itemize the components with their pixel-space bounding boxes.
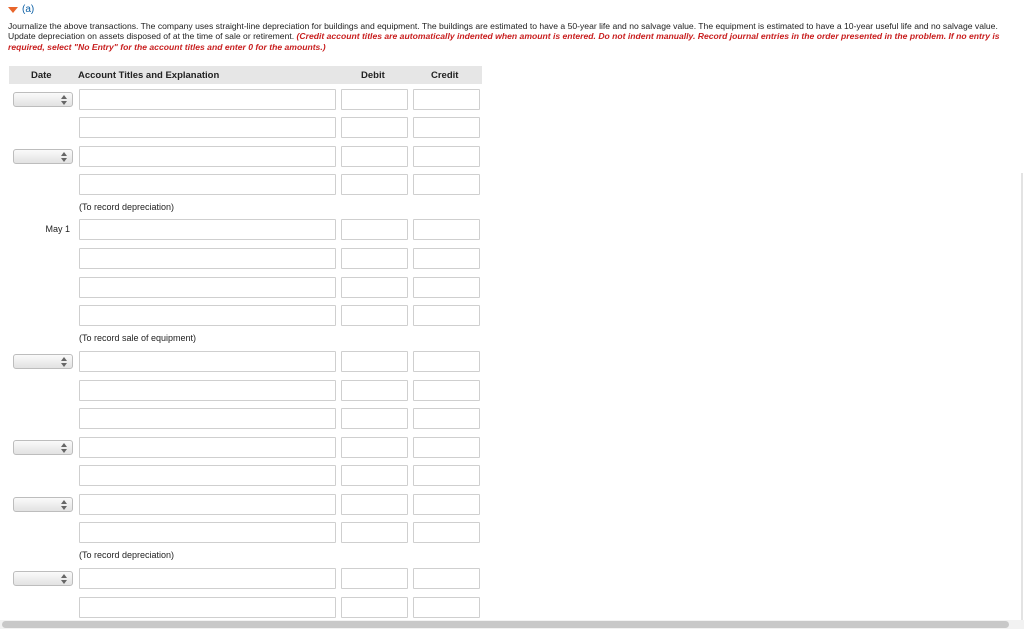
credit-input[interactable] [413, 117, 480, 138]
select-arrows-icon [61, 500, 67, 510]
select-arrows-icon [61, 152, 67, 162]
header-date: Date [31, 70, 52, 81]
select-arrows-icon [61, 357, 67, 367]
journal-row [0, 174, 490, 196]
credit-input[interactable] [413, 437, 480, 458]
debit-input[interactable] [341, 597, 408, 618]
account-title-input[interactable] [79, 219, 336, 240]
credit-input[interactable] [413, 568, 480, 589]
table-header [9, 66, 482, 84]
account-title-input[interactable] [79, 117, 336, 138]
journal-row [0, 146, 490, 168]
section-header[interactable] [8, 4, 34, 15]
journal-row [0, 219, 490, 241]
journal-row [0, 494, 490, 516]
debit-input[interactable] [341, 117, 408, 138]
account-title-input[interactable] [79, 437, 336, 458]
debit-input[interactable] [341, 89, 408, 110]
debit-input[interactable] [341, 437, 408, 458]
credit-input[interactable] [413, 248, 480, 269]
caret-down-icon[interactable] [8, 7, 18, 13]
credit-input[interactable] [413, 494, 480, 515]
debit-input[interactable] [341, 174, 408, 195]
account-title-input[interactable] [79, 89, 336, 110]
account-title-input[interactable] [79, 380, 336, 401]
debit-input[interactable] [341, 568, 408, 589]
account-title-input[interactable] [79, 305, 336, 326]
instructions-text: Journalize the above transactions. The company uses straight-line depreciation for buildings and equipment. The buildings are estimated to have a 50-year life and no salvage value. The equipment is estimated to have a 10-year useful life and no salvage value. Update depreciation on assets disposed of at the time of sale or retirement. [8, 21, 998, 42]
credit-input[interactable] [413, 465, 480, 486]
debit-input[interactable] [341, 351, 408, 372]
scrollbar-thumb[interactable] [2, 621, 1009, 628]
select-arrows-icon [61, 95, 67, 105]
instructions [8, 21, 1013, 52]
debit-input[interactable] [341, 219, 408, 240]
debit-input[interactable] [341, 248, 408, 269]
credit-input[interactable] [413, 408, 480, 429]
header-debit: Debit [361, 70, 385, 81]
credit-input[interactable] [413, 522, 480, 543]
journal-row [0, 568, 490, 590]
credit-input[interactable] [413, 174, 480, 195]
select-arrows-icon [61, 574, 67, 584]
date-select[interactable] [13, 149, 73, 164]
account-title-input[interactable] [79, 174, 336, 195]
debit-input[interactable] [341, 277, 408, 298]
entry-explanation: (To record sale of equipment) [79, 333, 197, 343]
date-select[interactable] [13, 497, 73, 512]
credit-input[interactable] [413, 146, 480, 167]
journal-row [0, 380, 490, 402]
credit-input[interactable] [413, 89, 480, 110]
journal-row [0, 408, 490, 430]
account-title-input[interactable] [79, 522, 336, 543]
page-border [1021, 173, 1023, 622]
account-title-input[interactable] [79, 568, 336, 589]
header-credit: Credit [431, 70, 459, 81]
instructions-emphasis: (Credit account titles are automatically indented when amount is entered. Do not indent manually. Record journal entries in the order presented in the problem. If no entry is required, select "No Entry" for the account titles and enter 0 for the amounts.) [8, 31, 1000, 52]
account-title-input[interactable] [79, 248, 336, 269]
credit-input[interactable] [413, 351, 480, 372]
entry-explanation: (To record depreciation) [79, 550, 175, 560]
date-select[interactable] [13, 571, 73, 586]
journal-row [0, 305, 490, 327]
date-select[interactable] [13, 92, 73, 107]
entry-explanation: (To record depreciation) [79, 202, 175, 212]
journal-row [0, 351, 490, 373]
journal-row [0, 248, 490, 270]
date-label: May 1 [45, 224, 70, 234]
debit-input[interactable] [341, 465, 408, 486]
debit-input[interactable] [341, 380, 408, 401]
journal-row [0, 437, 490, 459]
debit-input[interactable] [341, 146, 408, 167]
journal-row [0, 117, 490, 139]
header-account-titles: Account Titles and Explanation [78, 70, 220, 81]
credit-input[interactable] [413, 597, 480, 618]
section-label[interactable]: (a) [22, 4, 35, 15]
date-select[interactable] [13, 354, 73, 369]
select-arrows-icon [61, 443, 67, 453]
debit-input[interactable] [341, 494, 408, 515]
credit-input[interactable] [413, 277, 480, 298]
account-title-input[interactable] [79, 465, 336, 486]
account-title-input[interactable] [79, 494, 336, 515]
debit-input[interactable] [341, 522, 408, 543]
journal-row [0, 277, 490, 299]
debit-input[interactable] [341, 305, 408, 326]
journal-row [0, 465, 490, 487]
journal-row [0, 522, 490, 544]
journal-row [0, 597, 490, 619]
account-title-input[interactable] [79, 351, 336, 372]
account-title-input[interactable] [79, 408, 336, 429]
journal-row [0, 89, 490, 111]
credit-input[interactable] [413, 305, 480, 326]
account-title-input[interactable] [79, 597, 336, 618]
credit-input[interactable] [413, 219, 480, 240]
date-select[interactable] [13, 440, 73, 455]
account-title-input[interactable] [79, 277, 336, 298]
account-title-input[interactable] [79, 146, 336, 167]
credit-input[interactable] [413, 380, 480, 401]
debit-input[interactable] [341, 408, 408, 429]
